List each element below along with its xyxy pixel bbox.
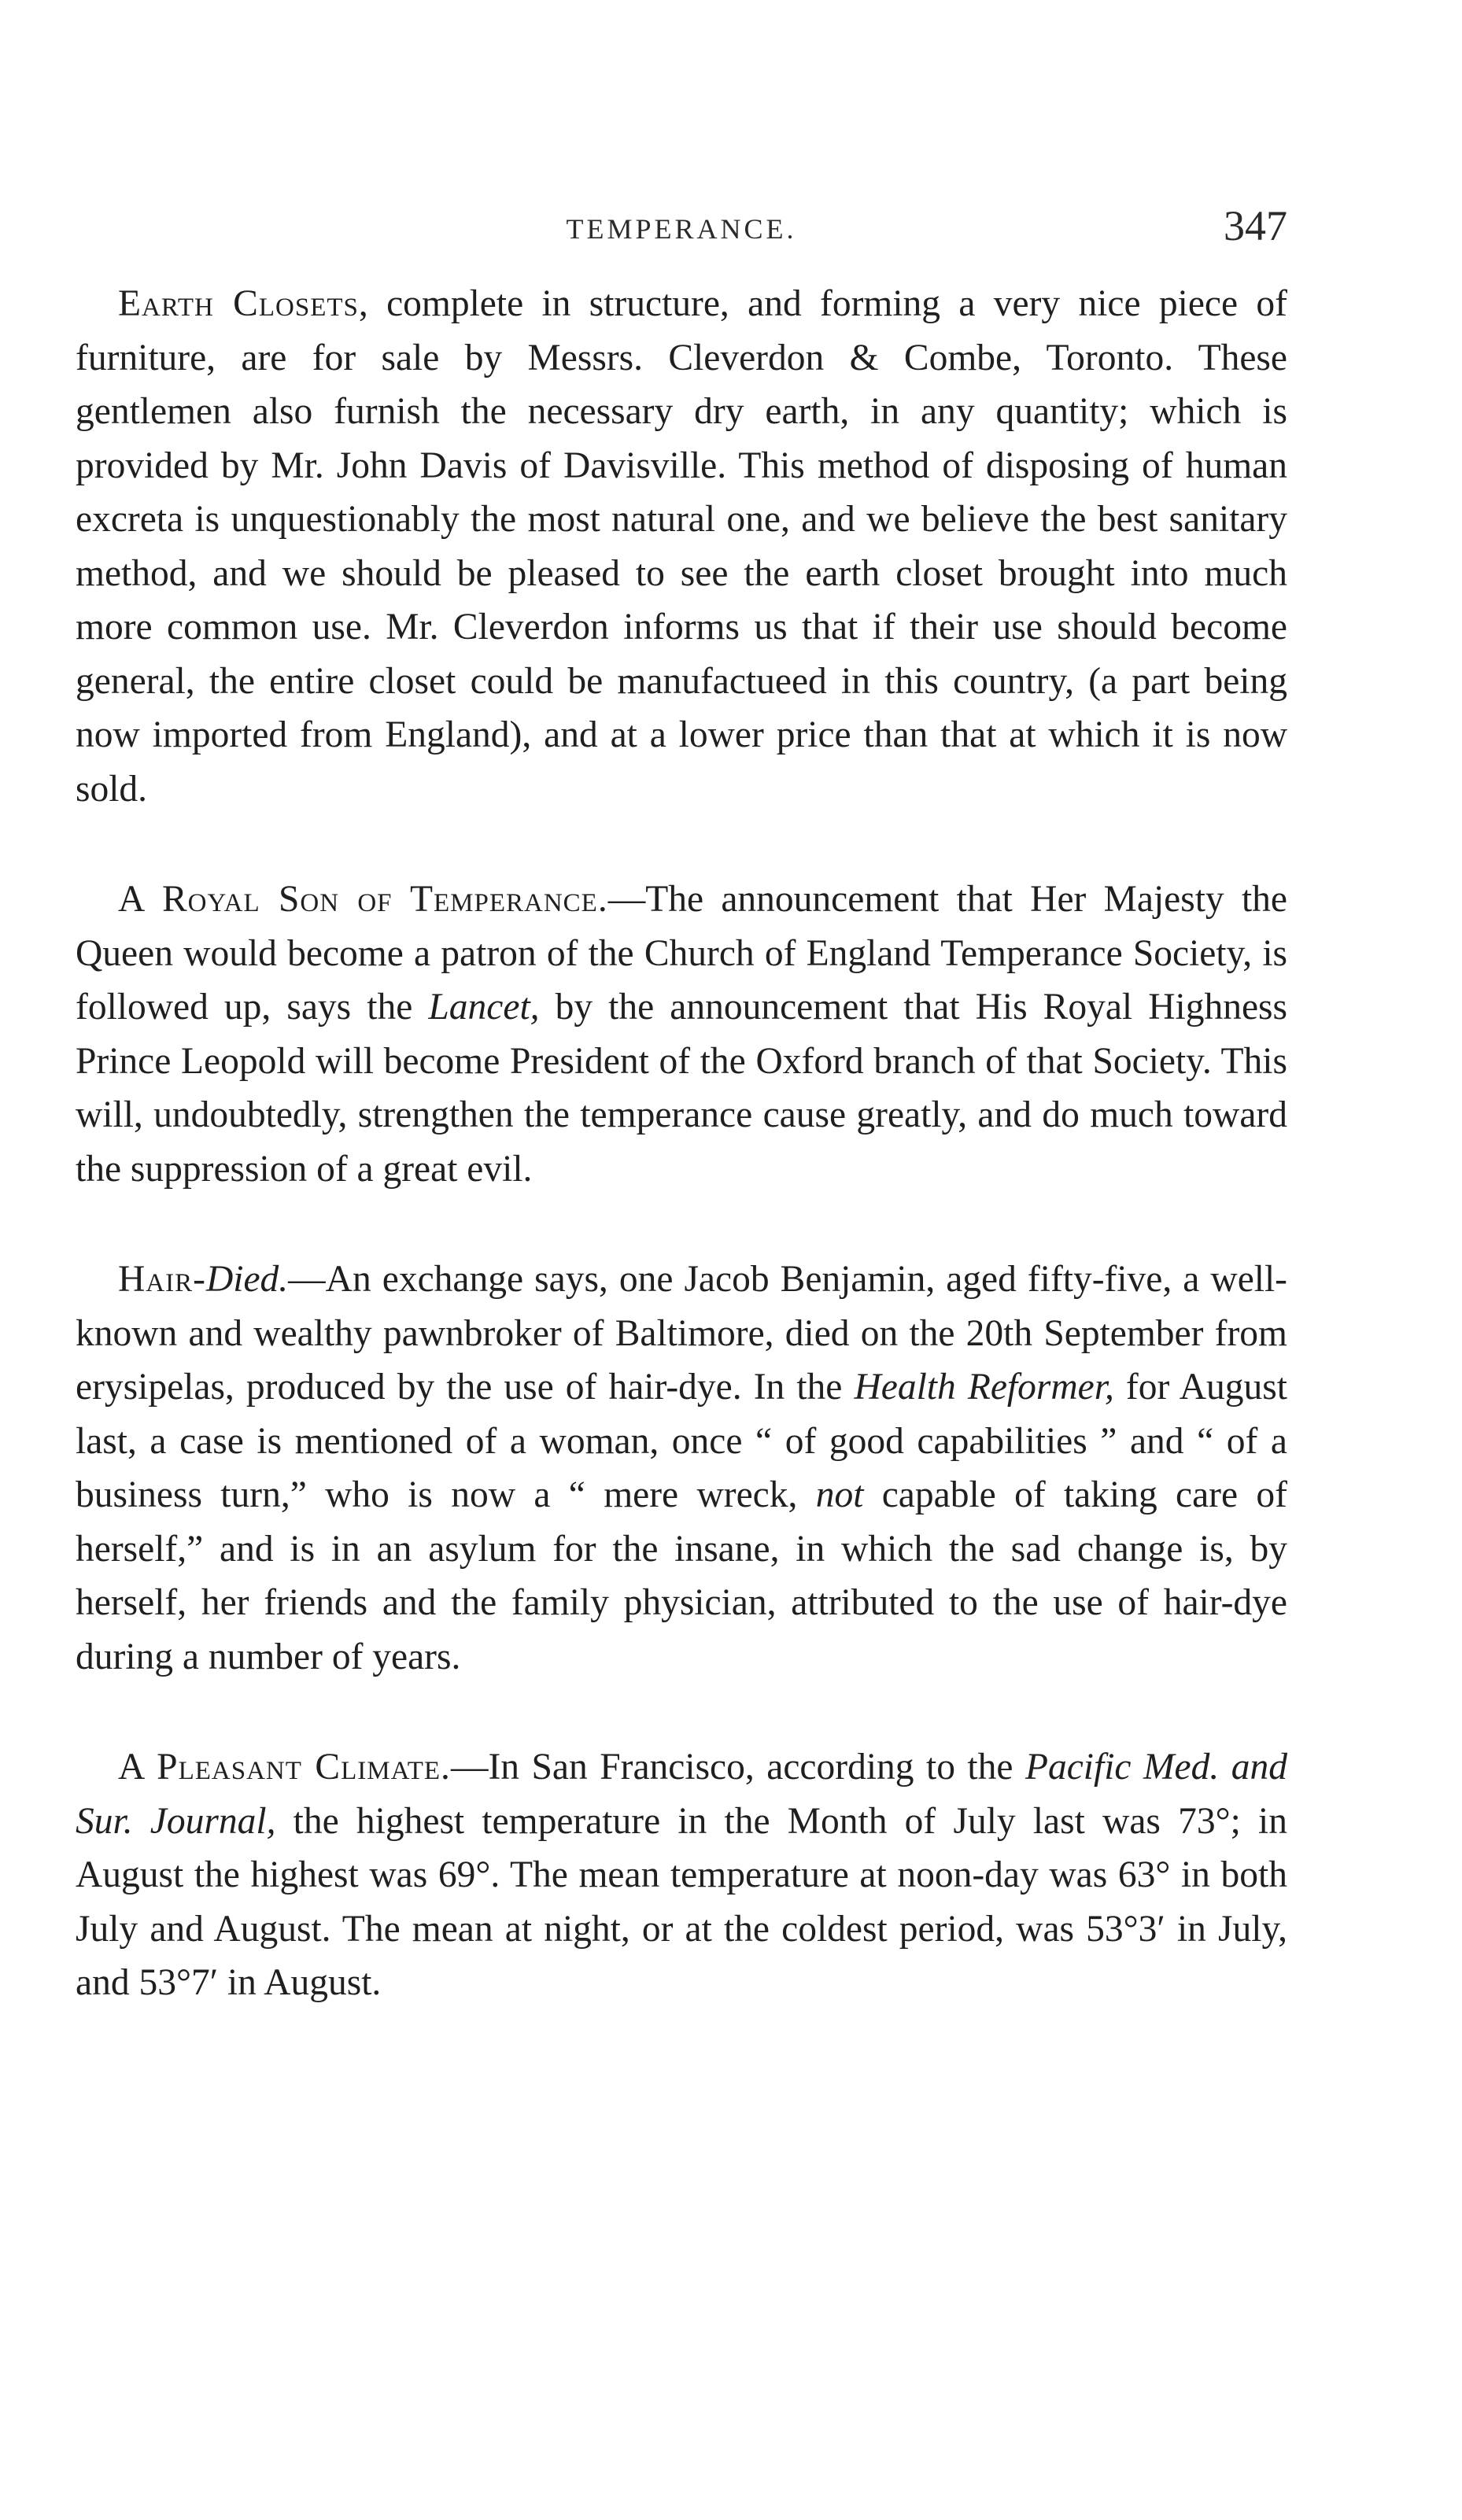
- body-text: —An exchange says, one Jacob Benjamin, aged fifty-five, a well-known and wealthy pawnbroker of Baltimore, died on the 20th September from erysipelas, produced by the use of hair-dye. In the: [76, 1259, 1287, 1408]
- body-text: —In San Francisco, according to the: [450, 1747, 1025, 1788]
- body-text: —The announcement that Her Majesty the Queen would become a patron of the Church of England Temperance Society, is followed up, says the: [76, 879, 1287, 1028]
- body-text: , complete in structure, and forming a very nice piece of furniture, are for sale by Messrs. Cleverdon & Combe, Toronto. These gentlemen also furnish the necessary dry earth, in any quantity; which is provided by Mr. John Davis of Davisville. This method of disposing of human excreta is unquestionably the most natural one, and we believe the best sanitary method, and we should be pleased to see the earth closet brought into much more common use. Mr. Cleverdon informs us that if their use should become general, the entire closet could be manufactueed in this country, (a part being now imported from England), and at a lower price than that at which it is now sold.: [76, 283, 1287, 810]
- body-text: the highest temperature in the Month of July last was 73°; in August the highest was 69°. The mean temperature at noon-day was 63° in both July and August. The mean at night, or at the coldest period, was 53°3′ in July, and 53°7′ in August.: [76, 1800, 1287, 2003]
- italic-text: Pacific Med. and Sur. Journal,: [76, 1747, 1287, 1842]
- article-heading: A Royal Son of Temperance.: [118, 879, 608, 920]
- article-heading: Earth Closets: [118, 283, 359, 324]
- italic-text: not: [815, 1474, 864, 1515]
- body-text: by the announcement that His Royal Highness Prince Leopold will become President of the Oxford branch of that Society. This will, undoubtedly, strengthen the temperance cause greatly, and do much toward the suppression of a great evil.: [76, 987, 1288, 1190]
- body-text: capable of taking care of herself,” and is in an asylum for the insane, in which the sad change is, by herself, her friends and the family physician, attributed to the use of hair-dye during a number of years.: [76, 1474, 1287, 1677]
- article-list: [76, 277, 1287, 2010]
- article-royal-son-of-temperance: [76, 873, 1287, 1196]
- body-text: for August last, a case is mentioned of a woman, once “ of good capabilities ” and “ of a business turn,” who is now a “ mere wreck,: [76, 1367, 1287, 1515]
- article-hair-died: [76, 1253, 1287, 1684]
- running-title: TEMPERANCE.: [566, 213, 797, 245]
- article-heading-italic: Died.: [205, 1259, 289, 1300]
- italic-text: Health Reformer,: [854, 1367, 1114, 1408]
- italic-text: Lancet,: [428, 987, 540, 1028]
- running-head: [76, 189, 1287, 252]
- article-earth-closets: [76, 277, 1287, 816]
- document-page: [76, 189, 1287, 2010]
- page-number: 347: [1224, 202, 1287, 249]
- article-heading: Hair-: [118, 1259, 206, 1300]
- article-pleasant-climate: [76, 1740, 1287, 2010]
- article-heading: A Pleasant Climate.: [118, 1747, 451, 1788]
